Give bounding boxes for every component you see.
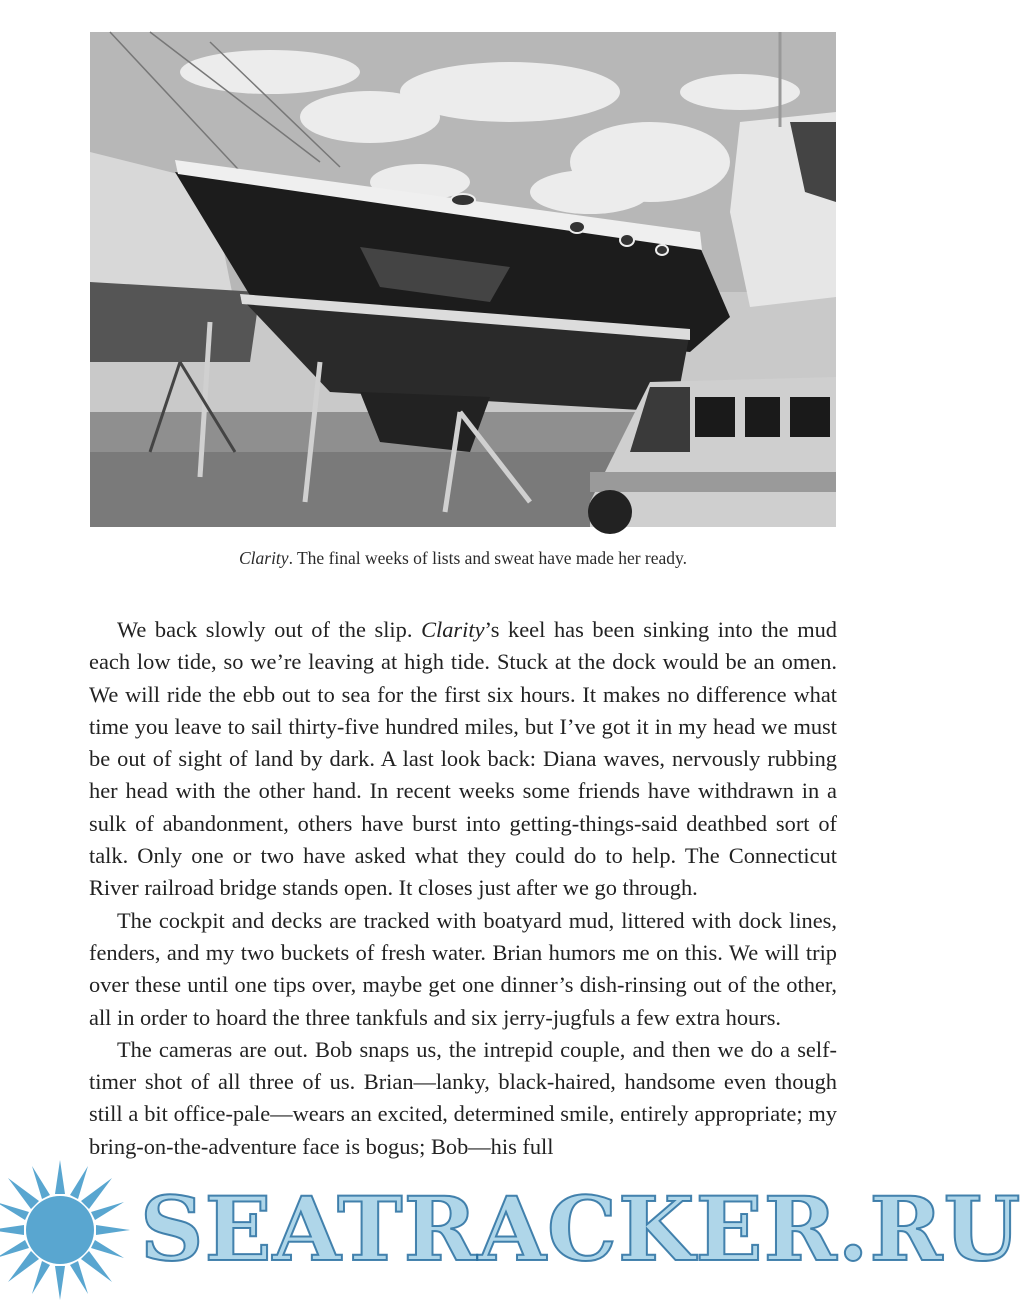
- paragraph-3: The cameras are out. Bob snaps us, the intrepid couple, and then we do a self-timer shot of all three of us. Brian—lanky, black-haired, handsome even though still a bit office-pale—wears an excited, determined smile, entirely appropriate; my bring-on-the-adventure face is bogus; Bob—his full: [89, 1036, 837, 1159]
- paragraph-1-rest: ’s keel has been sinking into the mud each low tide, so we’re leaving at high tide. Stuck at the dock would be an omen. We will ride the ebb out to sea for the first six hours. It makes no difference what time you leave to sail thirty-five hundred miles, but I’ve got it in my head we must be out of sight of land by dark. A last look back: Diana waves, nervously rubbing her head with the other hand. In recent weeks some friends have withdrawn in a sulk of abandonment, others have burst into getting-things-said deathbed sort of talk. Only one or two have asked what they could do to help. The Connecticut River railroad bridge stands open. It closes just after we go through.: [89, 617, 838, 901]
- paragraph-2: The cockpit and decks are tracked with boatyard mud, littered with dock lines, fenders, and my two buckets of fresh water. Brian humors me on this. We will trip over these until one tips over, maybe get one dinner’s dish-rinsing out of the other, all in order to hoard the three tankfuls and six jerry-jugfuls a few extra hours.: [89, 907, 837, 1030]
- boat-photo-illustration: [90, 32, 836, 527]
- paragraph-1: [89, 614, 837, 905]
- boat-photo: [90, 32, 836, 527]
- caption-boat-name: Clarity: [238, 548, 289, 568]
- body-text: [89, 614, 837, 1163]
- caption-text: . The final weeks of lists and sweat have made her ready.: [288, 548, 688, 568]
- paragraph-1-intro: We back slowly out of the slip.: [117, 617, 422, 642]
- figure-caption: [90, 548, 836, 569]
- paragraph-1-boat-name: Clarity: [421, 617, 485, 642]
- watermark-text: SEATRACKER.RU: [140, 1177, 1021, 1281]
